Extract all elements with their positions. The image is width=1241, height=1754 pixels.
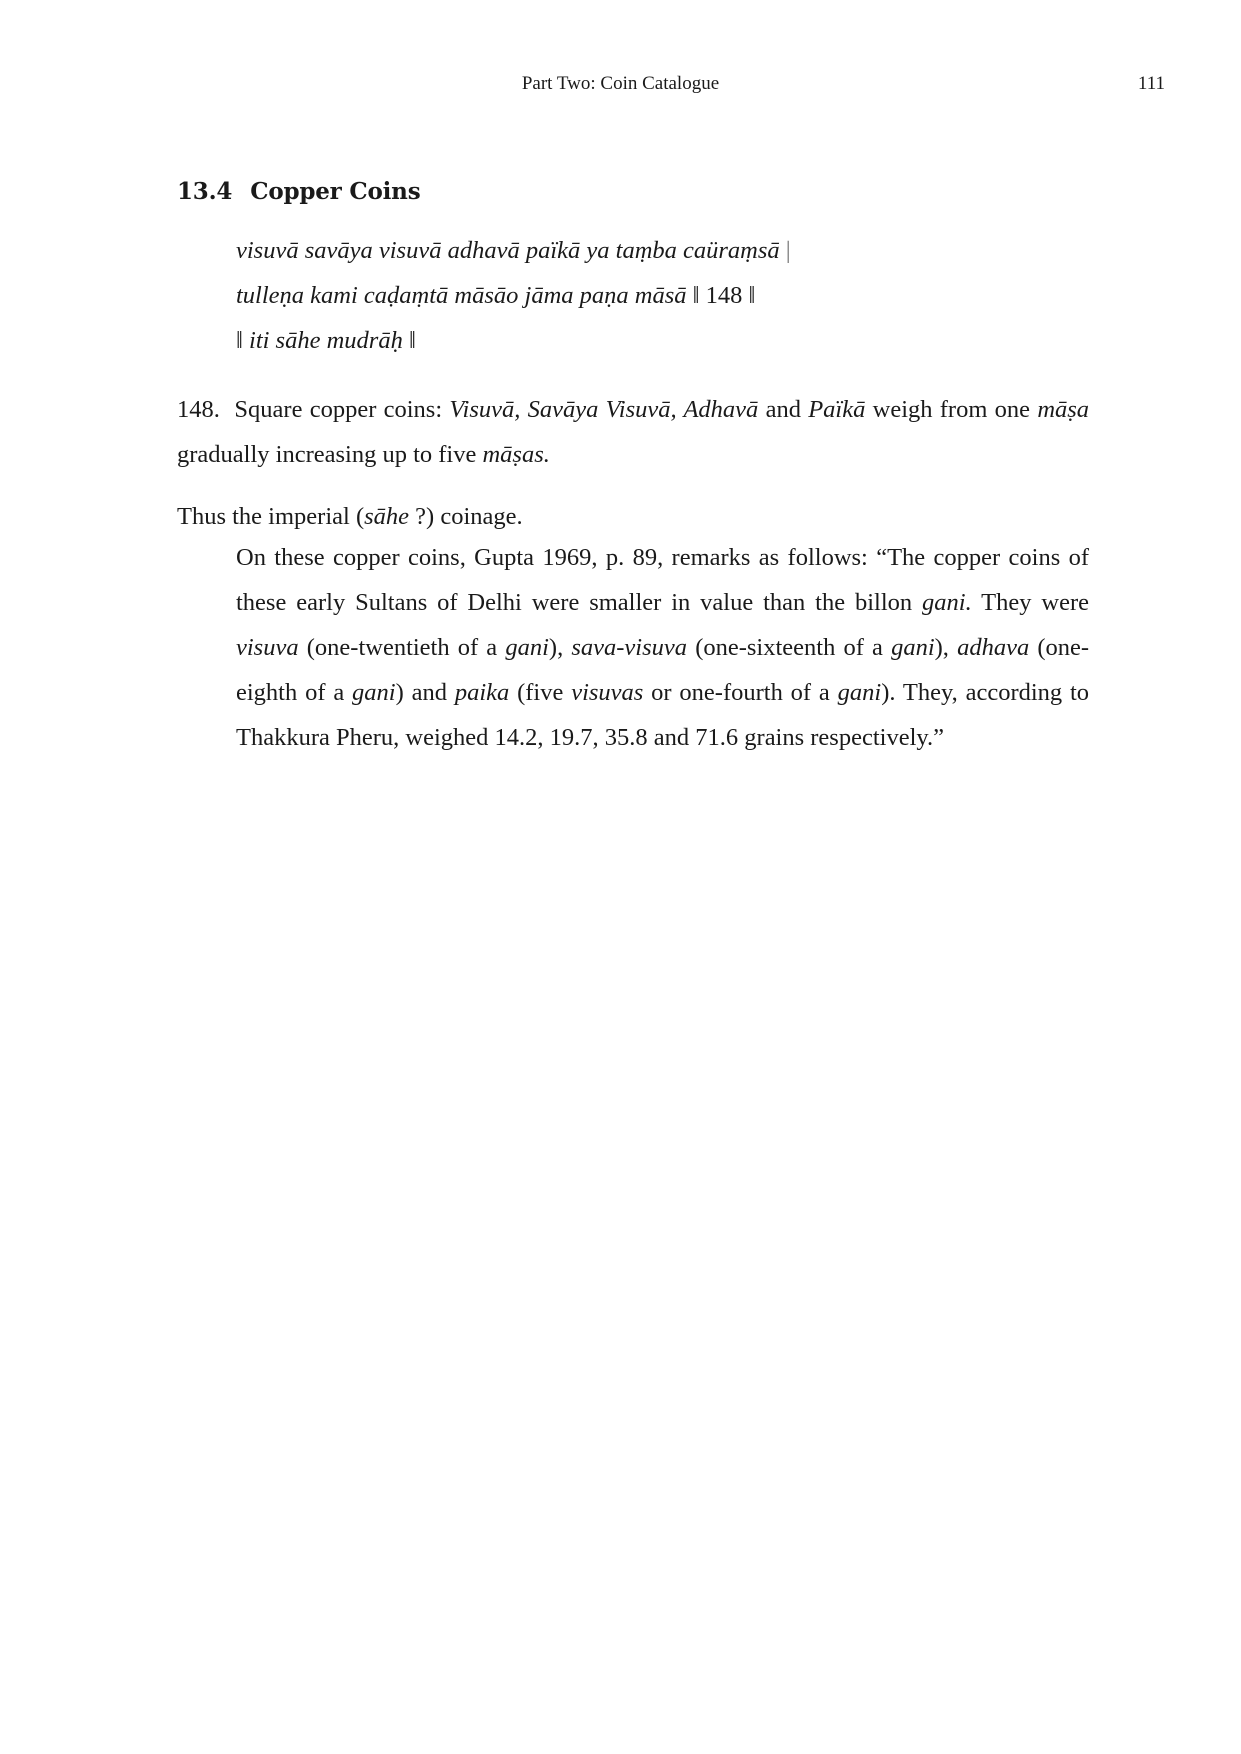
term-gani-2: gani	[505, 634, 549, 661]
term-gani-5: gani	[837, 679, 882, 706]
verse-mark-3b: ‖	[408, 327, 416, 354]
verse-translation	[177, 387, 1089, 477]
verse-block	[236, 228, 1116, 363]
section-number: 13.4	[177, 178, 233, 205]
term-visuva: visuva	[236, 634, 299, 661]
commentary-text-3: (one-twentieth of a	[306, 634, 498, 661]
summary-line	[177, 494, 1089, 539]
commentary-paragraph	[236, 535, 1089, 760]
term-gani-4: gani	[352, 679, 396, 706]
commentary-text-11: ). They, according to Thakkura Pheru, weighed 14.2, 19.7, 35.8 and 71.6 grains respectively.”	[236, 679, 1090, 751]
masas-term: māṣas.	[482, 441, 550, 468]
commentary-text-2: They were	[981, 589, 1089, 616]
running-title: Part Two: Coin Catalogue	[521, 73, 720, 94]
verse-mark-3a: ‖	[236, 327, 243, 354]
verse-number: ‖ 148 ‖	[692, 282, 756, 309]
commentary-text-6: ),	[934, 634, 949, 661]
term-adhava: adhava	[957, 634, 1030, 661]
verse-text-2: tulleṇa kami caḍaṃtā māsāo jāma paṇa māsā	[236, 282, 687, 309]
translation-text-4: gradually increasing up to five	[177, 441, 477, 468]
section-heading	[177, 178, 420, 205]
summary-text-1: Thus the imperial (	[177, 503, 365, 530]
masa-term: māṣa	[1037, 396, 1090, 423]
page-number: 111	[1137, 73, 1165, 94]
translation-text-2: and	[765, 396, 801, 423]
translation-number: 148.	[177, 396, 220, 423]
term-visuvas: visuvas	[571, 679, 644, 706]
commentary-text-10: or one-fourth of a	[651, 679, 830, 706]
term-gani-3: gani	[891, 634, 935, 661]
verse-mark-1: |	[785, 237, 791, 264]
summary-text-2: ?) coinage.	[409, 503, 523, 530]
term-paika: paika	[454, 679, 510, 706]
translation-text-3: weigh from one	[872, 396, 1031, 423]
verse-line-2	[236, 273, 1116, 318]
sahe-term: sāhe	[364, 503, 410, 530]
verse-line-1	[236, 228, 1116, 273]
commentary-text-5: (one-sixteenth of a	[695, 634, 883, 661]
running-header	[0, 73, 1241, 99]
term-sava-visuva: sava-visuva	[571, 634, 688, 661]
translation-text-1: Square copper coins:	[234, 396, 443, 423]
term-gani-1: gani.	[922, 589, 972, 616]
commentary-text-8: ) and	[395, 679, 447, 706]
section-title: Copper Coins	[250, 178, 421, 205]
commentary-text-7: (one-eighth of a	[236, 634, 1090, 706]
commentary-text-4: ),	[548, 634, 564, 661]
coin-names: Visuvā, Savāya Visuvā, Adhavā	[449, 396, 759, 423]
commentary-text-9: (five	[517, 679, 564, 706]
verse-line-3	[236, 318, 1116, 363]
commentary-text-1: On these copper coins, Gupta 1969, p. 89, remarks as follows: “The copper coins of these early Sultans of Delhi were smaller in value than the billon	[236, 544, 1089, 616]
paika-term: Païkā	[808, 396, 866, 423]
verse-text-3: iti sāhe mudrāḥ	[249, 327, 403, 354]
verse-text-1: visuvā savāya visuvā adhavā païkā ya taṃba caüraṃsā	[236, 237, 780, 264]
